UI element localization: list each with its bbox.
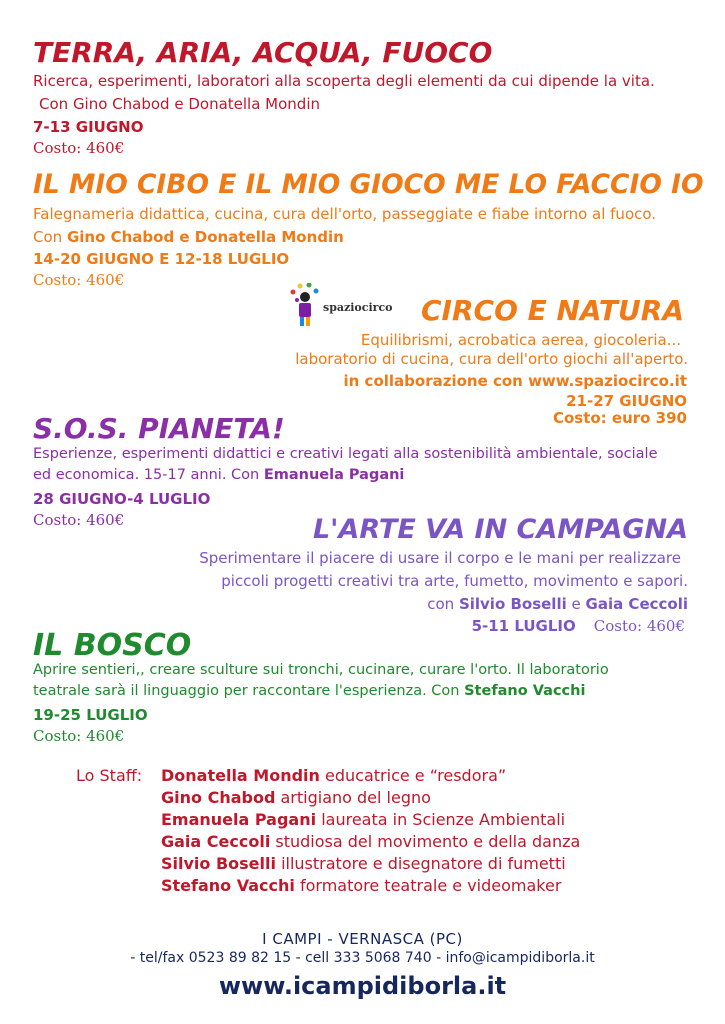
footer-website-link[interactable]: www.icampidiborla.it: [218, 972, 507, 1000]
staff-member-role: illustratore e disegnatore di fumetti: [275, 854, 566, 873]
staff-member: [161, 854, 580, 876]
terra-with-names: Gino Chabod e Donatella Mondin: [72, 95, 320, 113]
bosco-description-2-text: teatrale sarà il linguaggio per raccontare l'esperienza. Con: [33, 683, 465, 699]
terra-description: Ricerca, esperimenti, laboratori alla scoperta degli elementi da cui dipende la vita.: [33, 72, 655, 90]
sos-dates: 28 GIUGNO-4 LUGLIO: [33, 490, 211, 508]
cibo-with-names: Gino Chabod e Donatella Mondin: [66, 228, 344, 246]
terra-with-prefix: Con: [39, 95, 73, 113]
bosco-description-2: [33, 683, 585, 699]
footer-place: I CAMPI - VERNASCA (PC): [262, 930, 463, 948]
circo-description-2: laboratorio di cucina, cura dell'orto giochi all'aperto.: [295, 350, 688, 368]
staff-member-role: artigiano del legno: [275, 788, 431, 807]
staff-member-name: Gaia Ceccoli: [161, 832, 271, 851]
arte-description-2: piccoli progetti creativi tra arte, fumetto, movimento e sapori.: [221, 572, 688, 590]
circo-collaboration: in collaborazione con www.spaziocirco.it: [343, 372, 687, 390]
arte-title: L'ARTE VA IN CAMPAGNA: [312, 514, 688, 545]
sos-title: S.O.S. PIANETA!: [33, 412, 285, 445]
cibo-cost: Costo: 460€: [33, 271, 125, 289]
cibo-with-prefix: Con: [33, 228, 67, 246]
terra-dates: 7-13 GIUGNO: [33, 118, 144, 136]
bosco-dates: 19-25 LUGLIO: [33, 706, 148, 724]
arte-description-1: Sperimentare il piacere di usare il corpo e le mani per realizzare: [199, 549, 681, 567]
staff-member-role: educatrice e “resdora”: [319, 766, 507, 785]
arte-and: e: [566, 595, 586, 613]
arte-cost: Costo: 460€: [593, 617, 685, 635]
arte-with: [427, 595, 688, 613]
cibo-with: [33, 228, 344, 246]
staff-member-name: Gino Chabod: [161, 788, 276, 807]
staff-label: Lo Staff:: [76, 766, 143, 785]
staff-member: [161, 810, 580, 832]
arte-name-1: Silvio Boselli: [458, 595, 567, 613]
spaziocirco-logo: [287, 283, 393, 329]
arte-dates: 5-11 LUGLIO: [471, 617, 576, 635]
staff-member-role: laureata in Scienze Ambientali: [316, 810, 566, 829]
bosco-cost: Costo: 460€: [33, 727, 125, 745]
staff-member-role: formatore teatrale e videomaker: [294, 876, 562, 895]
cibo-dates: 14-20 GIUGNO E 12-18 LUGLIO: [33, 250, 290, 268]
arte-with-prefix: con: [427, 595, 459, 613]
bosco-description-1: Aprire sentieri,, creare sculture sui tronchi, cucinare, curare l'orto. Il laboratorio: [33, 662, 609, 678]
circo-title: CIRCO E NATURA: [421, 294, 684, 327]
bosco-title: IL BOSCO: [33, 628, 192, 663]
arte-name-2: Gaia Ceccoli: [585, 595, 688, 613]
sos-description-2: [33, 467, 404, 483]
sos-cost: Costo: 460€: [33, 511, 125, 529]
staff-member-name: Donatella Mondin: [161, 766, 320, 785]
sos-description-2-text: ed economica. 15-17 anni. Con: [33, 467, 264, 483]
staff-member: [161, 832, 580, 854]
sos-description-1: Esperienze, esperimenti didattici e creativi legati alla sostenibilità ambientale, sociale: [33, 446, 658, 462]
staff-member: [161, 876, 580, 898]
staff-member: [161, 766, 580, 788]
cibo-title: IL MIO CIBO E IL MIO GIOCO ME LO FACCIO IO: [33, 169, 704, 200]
sos-presenter-name: Emanuela Pagani: [263, 467, 405, 483]
terra-title: TERRA, ARIA, ACQUA, FUOCO: [33, 36, 493, 69]
circo-cost: Costo: euro 390: [552, 409, 687, 427]
staff-member-role: studiosa del movimento e della danza: [270, 832, 581, 851]
cibo-description: Falegnameria didattica, cucina, cura dell'orto, passeggiate e fiabe intorno al fuoco.: [33, 205, 657, 223]
arte-dates-cost: [472, 617, 685, 635]
circo-description-1: Equilibrismi, acrobatica aerea, giocoleria...: [360, 331, 681, 349]
spaziocirco-logo-text: spaziocirco: [323, 301, 393, 314]
staff-member-name: Stefano Vacchi: [161, 876, 295, 895]
staff-member: [161, 788, 580, 810]
staff-list: [161, 766, 580, 898]
terra-with: [39, 95, 320, 113]
staff-member-name: Emanuela Pagani: [161, 810, 317, 829]
staff-member-name: Silvio Boselli: [161, 854, 276, 873]
footer-contacts: - tel/fax 0523 89 82 15 - cell 333 5068 740 - info@icampidiborla.it: [130, 950, 595, 966]
circo-dates: 21-27 GIUGNO: [566, 392, 687, 410]
bosco-presenter-name: Stefano Vacchi: [464, 683, 586, 699]
terra-cost: Costo: 460€: [33, 139, 125, 157]
